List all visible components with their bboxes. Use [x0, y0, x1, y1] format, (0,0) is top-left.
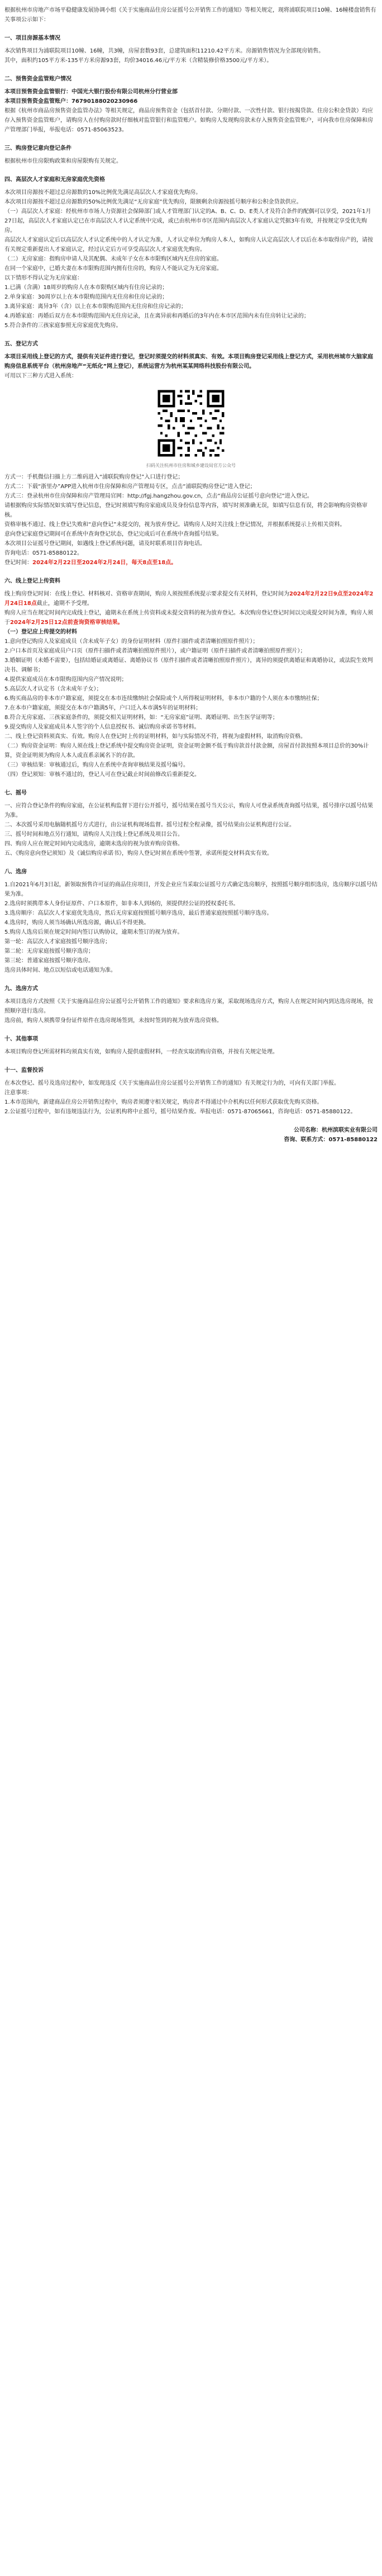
section-title: 六、线上登记上传资料	[4, 578, 60, 584]
section-paragraph: 意向登记家庭登记期间可在系统中查询登记状态，登记完成后可在系统中查询摇号结果。	[4, 531, 222, 537]
intro-paragraph: 根据杭州市房地产市场平稳健康发展协调小组《关于实施商品住房公证摇号公开销售工作的通知》等相关规定，现将浦联院项目10幢、16幢楼盘销售有关事项公示如下：	[4, 7, 376, 23]
materials-list-title: （一）登记应上传提交的材料	[4, 629, 77, 635]
list-item: 1.已满（含满）18周岁的购房人在本市限购区域内有住房记录的；	[4, 285, 168, 291]
section-title: 十一、监督投诉	[4, 1067, 44, 1074]
section-paragraph: （二）购房资金证明：购房人须在线上登记系统中提交购房资金证明，资金证明金额不低于购房款首付款金额，房屋首付款按照本项目总价的30%计算，资金证明须为购房人本人或直系亲属名下的存款。	[4, 743, 369, 759]
section-project-info	[4, 34, 378, 65]
qr-code-image[interactable]	[155, 387, 227, 459]
section-title: 一、项目房源基本情况	[4, 35, 60, 41]
contact-info: 咨询、联系方式：0571-85880122	[284, 1137, 378, 1143]
section-paragraph: 其中，面积约105平方米-135平方米房源93套，均价34016.46元/平方米（含精装修价格3500元/平方米）。	[4, 58, 273, 64]
company-name: 公司名称：杭州滨联实业有限公司	[294, 1127, 378, 1133]
section-paragraph	[4, 608, 378, 627]
upload-time-suffix: 截止，逾期不予受理。	[36, 601, 93, 607]
materials-list-item: 5.高层次人才认定书（含未成年子女）；	[4, 686, 102, 692]
section-title: 二、预售资金监管账户情况	[4, 76, 71, 82]
section-paragraph: 3.选房顺序：高层次人才家庭优先选房，然后无房家庭按照摇号顺序选房，最后普通家庭按照摇号顺序选房。	[4, 910, 273, 916]
section-paragraph: 四、购房人应在规定时间内完成选房，逾期未选房的视为放弃购房资格。	[4, 841, 183, 847]
section-paragraph: 咨询电话：0571-85880122。	[4, 550, 83, 556]
section-paragraph: （二）无房家庭：指购房申请人及其配偶、未成年子女在本市限购区域内无住房的家庭。	[4, 256, 222, 262]
section-paragraph: 第一轮：高层次人才家庭按摇号顺序选房；	[4, 939, 111, 945]
escrow-account-number: 本项目预售资金监管账户：76790188020230966	[4, 98, 138, 105]
registration-time-value: 2024年2月22日至2024年2月24日，每天8点至18点。	[32, 560, 177, 566]
section-selection-method	[4, 984, 378, 1025]
section-paragraph: 方式二：下载“浙里办”APP进入杭州市住房保障和房产管理局专区，点击“浦联院购房登记”进入登记；	[4, 484, 256, 490]
audit-result-deadline: 2024年2月25日12点前查询资格审核结果。	[10, 620, 123, 626]
section-paragraph: 选房前，购房人须携带身份证件原件在选房现场签到，未按时签到的视为放弃选房资格。	[4, 1018, 222, 1024]
qr-caption: 扫码关注杭州市住房和城乡建设局官方公众号	[146, 463, 236, 468]
section-paragraph: 第二轮：无房家庭按摇号顺序选房；	[4, 948, 94, 954]
section-paragraph: 以下情形不得认定为无房家庭：	[4, 275, 83, 281]
section-title: 七、摇号	[4, 790, 27, 796]
section-paragraph: 在本次登记、摇号及选房过程中，如发现违反《关于实施商品住房公证摇号公开销售工作的通知》有关规定行为的，可向有关部门举报。	[4, 1080, 340, 1086]
section-paragraph: （四）登记须知：审核不通过的，登记人可在登记截止时间前修改后重新提交。	[4, 772, 200, 778]
section-title: 四、高层次人才家庭和无房家庭优先资格	[4, 177, 105, 183]
materials-list-item: 6.购买商品房的非本市户籍家庭，须提交在本市连续缴纳社会保险或个人所得税证明材料，非本市户籍的个人须在本市缴纳社保；	[4, 696, 323, 702]
upload-mid-text: 购房人应当在规定时间内完成线上登记，逾期未在系统上传资料或未提交资料的视为放弃登记。本次购房登记登记时间以完成提交时间为准，购房人须于	[4, 610, 373, 626]
section-paragraph: 在同一个家庭中，已婚夫妻在本市限购范围内拥有住房的，购房人不能认定为无房家庭。	[4, 266, 222, 272]
section-paragraph: 本项目选房方式按照《关于实施商品住房公证摇号公开销售工作的通知》要求和选房方案，采取现场选房方式，购房人在规定时间内到达选房现场，按照顺序进行选房。	[4, 999, 373, 1014]
upload-intro: 线上购房登记时间：在线上登记、材料核对、资格审查期间，购房人须按照系统提示要求提交有关材料，登记时间为	[4, 591, 289, 597]
qr-code-block	[146, 387, 236, 469]
section-paragraph: 本次项目房源按不超过总房源数的50%比例优先满足“无房家庭”优先购房，限额剩余房源按摇号顺序和公积金贷款供应。	[4, 199, 302, 205]
section-paragraph: 方式一：手机微信扫描上方二维码进入“浦联院购房登记”入口进行登记；	[4, 474, 184, 480]
signature-block	[4, 1126, 378, 1145]
section-paragraph: （一）高层次人才家庭：经杭州市市场人力资源社会保障部门或人才管理部门认定的A、B、C、D、E类人才及符合条件的配偶可以享受，2021年1月27日起，高层次人才家庭认定已在市高层次人才认定系统中完成，或已由杭州市市区范围内高层次人才家庭认定凭据3年有效，并按规定享受优先购房。	[4, 209, 371, 234]
section-priority	[4, 175, 378, 330]
section-title: 五、登记方式	[4, 341, 38, 347]
section-paragraph: 4.选房时，购房人须当场确认所选房源，确认后不得更换。	[4, 920, 150, 926]
list-item: 5.符合条件的三孩家庭参照无房家庭优先购房。	[4, 323, 122, 329]
section-paragraph: 本项目购房登记所需材料均须真实有效，如购房人提供虚假材料，一经查实取消购房资格，并按有关规定处理。	[4, 1049, 278, 1055]
list-item: 3.离异家庭：离异3年（含）以上在本市限购范围内无住房和住房记录的；	[4, 304, 187, 310]
section-registration-method	[4, 339, 378, 568]
section-paragraph: 请根据购房实际情况如实填写登记信息，登记时须填写购房家庭成员及身份信息等内容，填写时须准确无误，如填写信息有误，将会影响购房资格审核。	[4, 503, 367, 518]
section-paragraph: 高层次人才家庭认定后以高层次人才认定系统中的人才认定为准，人才认定单位为购房人本人，如购房人认定高层次人才以后在本市取得房产的，请按有关规定重新提出人才家庭认定，经过认定后方可享受高层次人才家庭优先购房。	[4, 237, 373, 253]
materials-list-item: 3.婚姻证明（未婚不需要），包括结婚证或离婚证、离婚协议书（原件扫描件或者清晰拍照原件照片），离异的须提供离婚证和离婚协议，或法院生效判决书、调解书；	[4, 658, 373, 673]
section-upload-materials	[4, 576, 378, 779]
section-paragraph: 选房具体时间、地点以短信或电话通知为准。	[4, 967, 116, 973]
section-paragraph: 方式三：登录杭州市住房保障和房产管理局官网：http://fgj.hangzhou.gov.cn，点击“商品房公证摇号意向登记”进入登记。	[4, 493, 313, 499]
section-paragraph: 本次销售项目为浦联院项目10幢、16幢，共3幢，房屋套数93套，总建筑面积11210.42平方米。房源销售情况为全部现房销售。	[4, 48, 324, 54]
section-paragraph: 5.购房人选房后须在规定时间内签订认购协议，逾期未签订的视为放弃。	[4, 929, 183, 935]
section-paragraph: 本项目采用线上登记的方式，提供有关证件进行登记，登记时须提交的材料须真实、有效。本项目购房登记采用线上登记方式，采用杭州城市大脑家庭购房信息系统平台（杭州房地产“无纸化”网上登记），系统运营方为杭州某某网络科技股份有限公司。	[4, 354, 373, 370]
section-paragraph: 三、摇号时间和地点另行通知，请购房人关注线上登记系统及项目公告。	[4, 831, 183, 838]
list-item: 2.单身家庭：30周岁以上在本市限购范围内无住房和住房记录的；	[4, 294, 168, 300]
section-escrow-account	[4, 74, 378, 135]
upload-time-value: 2024年2月22日9点至2024年2月24日18点	[4, 591, 374, 607]
materials-list-item: 9.提交购房人及家庭成员本人签字的个人信息授权书、诚信购房承诺书等材料。	[4, 724, 200, 730]
section-title: 八、选房	[4, 869, 27, 875]
section-paragraph: 五、《购房意向登记须知》及《诚信购房承诺书》，购房人登记时须在系统中签署，承诺所提交材料真实有效。	[4, 850, 273, 857]
section-paragraph: 二、本次摇号采用电脑随机摇号方式进行，由公证机构现场监督。摇号过程全程录像，摇号结果由公证机构进行公证。	[4, 822, 295, 828]
section-house-selection	[4, 867, 378, 975]
materials-list-item: 4.提供家庭成员在本市限购范围内房产情况说明；	[4, 677, 127, 683]
materials-list-item: 二、线上登记资料须真实、有效。购房人在登记时上传的证明材料，如与实际情况不符，将视为虚假材料，取消购房资格。	[4, 734, 306, 740]
section-paragraph: 2.公证摇号过程中，如有违规违法行为，公证机构将中止摇号，摇号结果作废。举报电话：0571-87065661，咨询电话：0571-85880122。	[4, 1109, 356, 1115]
section-title: 十、其他事项	[4, 1036, 38, 1042]
section-paragraph: 可用以下三种方式进入系统：	[4, 373, 77, 379]
section-other-matters	[4, 1034, 378, 1057]
materials-list-item: 7.在本市户籍家庭，须提交在本市户籍满5年，户口迁入本市满5年的证明材料；	[4, 705, 202, 711]
section-title: 三、购房登记意向登记条件	[4, 145, 71, 152]
section-paragraph: 1.自2021年6月3日起，新领取预售许可证的商品住房项目，开发企业应当采取公证摇号方式确定选房顺序，按照摇号顺序组织选房，选房顺序以摇号结果为准。	[4, 882, 378, 897]
section-paragraph: 本次项目房源按不超过总房源数的10%比例优先满足高层次人才家庭优先购房。	[4, 190, 202, 196]
section-title: 九、选房方式	[4, 986, 38, 992]
section-paragraph: 本次项目公证摇号登记期间，如遇线上登记系统问题，请及时联系项目咨询电话。	[4, 541, 206, 547]
section-paragraph: 1.本市范围内，新建商品住房公开销售过程中，购房者须遵守相关规定，购房者不得通过中介机构以任何形式获取优先购买资格。	[4, 1099, 323, 1105]
section-paragraph: 资格审核不通过、线上登记失败和“意向登记”未提交的，视为放弃登记。请购房人及时关注线上登记情况，并根据系统提示上传相关资料。	[4, 522, 346, 528]
section-paragraph: 注意事项：	[4, 1090, 32, 1096]
section-paragraph: 第三轮：普通家庭按摇号顺序选房。	[4, 958, 94, 964]
section-paragraph: 一、应符合登记条件的购房家庭，在公证机构监督下进行公开摇号，摇号结果在摇号当天公示，购房人可登录系统查询摇号结果，摇号排序以摇号结果为准。	[4, 803, 373, 819]
section-lottery	[4, 788, 378, 858]
section-paragraph: （三）审核结果：审核通过后，购房人在系统中查询审核结果及摇号编号。	[4, 762, 189, 768]
section-supervision	[4, 1066, 378, 1117]
materials-list-item: 8.符合无房家庭、三孩家庭条件的，须提交相关证明材料，如：“无房家庭”证明、离婚证明、出生医学证明等；	[4, 715, 278, 721]
materials-list-item: 2.户口本首页及家庭成员户口页（原件扫描件或者清晰拍照原件照片），或户籍证明（原件扫描件或者清晰拍照原件照片）；	[4, 648, 306, 654]
materials-list-item: 1.意向登记购房人及家庭成员（含未成年子女）的身份证明材料（原件扫描件或者清晰拍照原件照片）；	[4, 639, 259, 645]
section-paragraph: 2.选房时须携带本人身份证原件、户口本原件，如非本人到场的，须提供经公证的授权委托书。	[4, 901, 239, 907]
escrow-bank: 本项目预售资金监管银行：中国光大银行股份有限公司杭州分行营业部	[4, 89, 178, 95]
registration-time	[4, 558, 378, 568]
section-paragraph: 根据杭州市住房限购政策和房屋限购有关规定。	[4, 158, 122, 164]
section-paragraph	[4, 589, 378, 608]
registration-time-label: 登记时间：	[4, 560, 32, 566]
section-registration-conditions	[4, 144, 378, 166]
list-item: 4.再婚家庭：再婚后双方在本市限购范围内无住房记录，且在离异前和再婚后的3年内在本市区范围内未有住房转让记录的；	[4, 313, 309, 319]
section-paragraph: 根据《杭州市商品房预售资金监管办法》等相关规定，商品房预售资金（包括首付款、分期付款、一次性付款、银行按揭贷款、住房公积金贷款）均应存入预售资金监管账户，请购房人在付购房款时仔细核对监管银行和监管账户。如购房人发现购房款未存入预售资金监管账户，可向我市住房保障和房产管理部门举报，举报电话：0571-85063523。	[4, 108, 373, 133]
